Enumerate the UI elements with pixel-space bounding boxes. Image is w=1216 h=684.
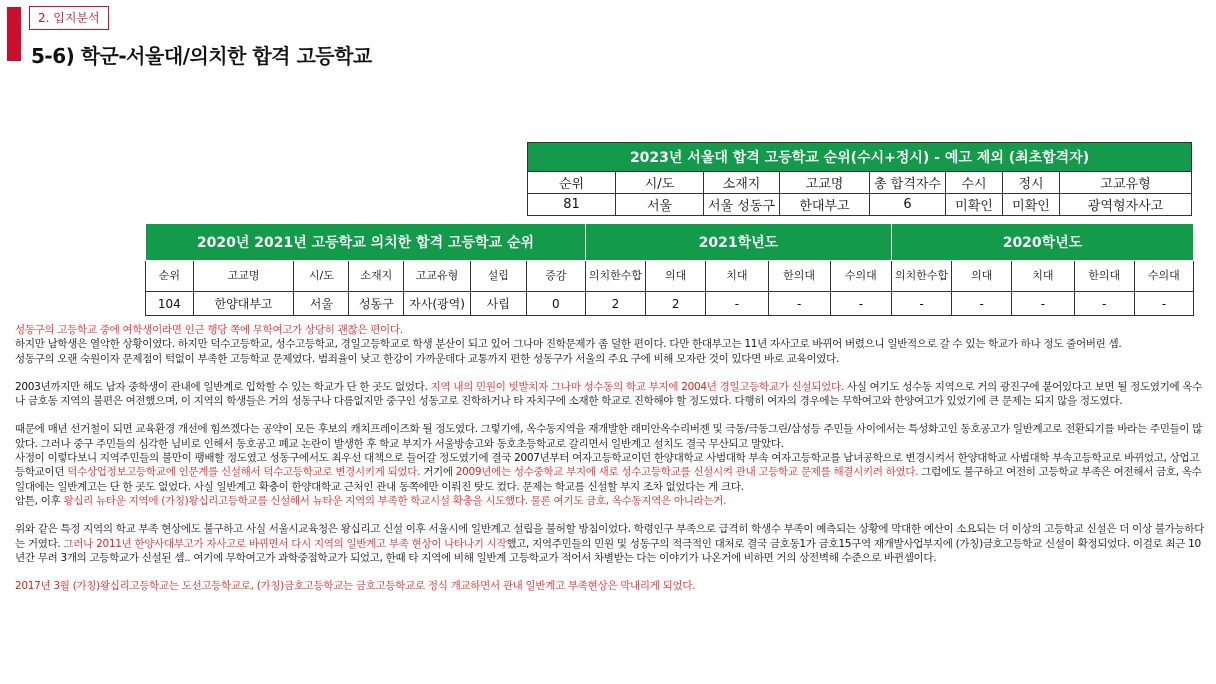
col-header: 고교유형 <box>1060 172 1192 194</box>
col-header: 고교유형 <box>404 261 470 292</box>
cell: 서울 <box>616 194 704 216</box>
col-header: 설립 <box>470 261 526 292</box>
col-header: 한의대 <box>768 261 830 292</box>
col-header: 수시 <box>946 172 1003 194</box>
cell: - <box>1134 292 1193 316</box>
text: 했고, 지역주민들의 민원 및 성동구의 적극적인 대처로 결국 금호동1가 금호15구역 재개발사업부지에 (가칭)금호고등학교 신설이 확정되었다. 이걸로 최근 10년간 무려 3개의 고등학교가 신설된 셈.. 여기에 무학여고가 과학중점학교가 되었고, 한때 타 지역에 비해 일반계 고등학교가 적어서 차별받는 다는 이야기가 나온거에 비하면 거의 상전벽해 수준으로 바뀐셈이다. <box>15 537 1201 564</box>
col-header: 의치한수합 <box>891 261 951 292</box>
highlight-text: 성동구의 고등학교 중에 여학생이라면 인근 행당 쪽에 무학여고가 상당히 괜찮은 편이다. <box>15 324 403 336</box>
col-header: 의대 <box>646 261 706 292</box>
text: 암튼, 이후 <box>15 494 64 507</box>
col-header: 수의대 <box>830 261 891 292</box>
cell: - <box>891 292 951 316</box>
highlight-text: 덕수상업정보고등학교에 인문계를 신설해서 덕수고등학교로 변경시키게 되었다. <box>67 466 421 479</box>
cell: 2 <box>646 292 706 316</box>
cell: 0 <box>526 292 585 316</box>
text: 성동구의 오랜 숙원이자 문제점이 턱없이 부족한 고등학교 문제였다. 범죄율이 낮고 한강이 가까운데다 교통까지 편한 성동구가 서울의 주요 구에 비해 모자란 것이 있다면 바로 교육이였다. <box>15 352 840 365</box>
cell: - <box>952 292 1012 316</box>
cell: 사립 <box>470 292 526 316</box>
highlight-text: 2017년 3월 (가칭)왕십리고등학교는 도선고등학교로, (가칭)금호고등학교는 금호고등학교로 정식 개교하면서 관내 일반계고 부족현상은 막내리게 되었다. <box>15 580 696 593</box>
cell: - <box>830 292 891 316</box>
snu-table-title: 2023년 서울대 합격 고등학교 순위(수시+정시) - 예고 제외 (최초합격자) <box>528 143 1192 172</box>
cell: 자사(광역) <box>404 292 470 316</box>
medical-admission-table <box>145 223 1194 316</box>
text: 2003년까지만 해도 남자 중학생이 관내에 일반계로 입학할 수 있는 학교가 단 한 곳도 없었다. <box>15 380 431 393</box>
cell: 광역형자사고 <box>1060 194 1192 216</box>
table-row <box>146 292 1194 316</box>
cell: 2 <box>585 292 645 316</box>
col-header: 한의대 <box>1074 261 1134 292</box>
year-2020-header: 2020학년도 <box>891 224 1193 261</box>
paragraph <box>15 380 1205 409</box>
page-title: 5-6) 학군-서울대/의치한 합격 고등학교 <box>31 44 372 68</box>
text: 거기에 <box>420 466 456 479</box>
text: 때문에 매년 선거철이 되면 교육환경 개선에 힘쓰겠다는 공약이 모든 후보의 캐치프레이즈화 될 정도였다. 그렇기에, 옥수동지역을 재개발한 래미안옥수리버젠 및 극동/극동그린/삼성등 주민들 사이에서는 특성화고인 동호공고가 일반계고로 전환되기를 바라는 주민들이 많았다. 그러나 중구 주민들의 심각한 님비로 인해서 동호공고 폐교 논란이 발생한 후 학교 부지가 서울방송고와 동호초등학교로 갈리면서 일반계고 설치도 결국 무산되고 말았다. <box>15 423 1203 450</box>
cell: 6 <box>870 194 946 216</box>
highlight-text: 지역 내의 민원이 빗발치자 그나마 성수동의 학교 부지에 2004년 경일고등학교가 신설되었다. <box>430 380 844 393</box>
col-header: 의치한수합 <box>585 261 645 292</box>
cell: 서울 <box>294 292 349 316</box>
table-row <box>528 194 1192 216</box>
cell: - <box>768 292 830 316</box>
cell: 한대부고 <box>780 194 870 216</box>
cell: 81 <box>528 194 616 216</box>
section-tag: 2. 입지분석 <box>29 6 109 30</box>
cell: - <box>1074 292 1134 316</box>
col-header: 고교명 <box>780 172 870 194</box>
text: 그럼에도 불구하고 여전히 고등학교 부족은 여전해서 금호, 옥수 일대에는 일반계고는 단 한 곳도 없었다. 사실 일반계고 확충이 한양대학교 근처인 관내 동쪽에만 이뤄진 탓도 컸다. 문제는 학교를 신설할 부지 조차 없었다는 게 크다. <box>15 466 1202 493</box>
col-header: 의대 <box>952 261 1012 292</box>
col-header: 수의대 <box>1134 261 1193 292</box>
text: 위와 같은 특정 지역의 학교 부족 현상에도 불구하고 사실 서울시교육청은 왕십리고 신설 이후 서울시에 일반계고 설립을 불허할 방침이었다. 학령인구 부족으로 급격히 학생수 부족이 예측되는 상황에 막대한 예산이 소요되는 더 이상의 고등학교 신설은 더 이상 불가능하다는 거였다. <box>15 523 1205 550</box>
section-accent-bar <box>7 7 21 61</box>
col-header: 고교명 <box>193 261 294 292</box>
med-table-title: 2020년 2021년 고등학교 의치한 합격 고등학교 순위 <box>146 224 586 261</box>
col-header: 치대 <box>706 261 768 292</box>
col-header: 시/도 <box>616 172 704 194</box>
col-header: 증감 <box>526 261 585 292</box>
cell: - <box>1012 292 1074 316</box>
cell: 한양대부고 <box>193 292 294 316</box>
cell: 104 <box>146 292 194 316</box>
highlight-text: 왕십리 뉴타운 지역에 (가칭)왕십리고등학교를 신설해서 뉴타운 지역의 부족한 학교시설 확충을 시도했다. 물론 여기도 금호, 옥수동지역은 아니라는거. <box>63 494 727 507</box>
cell: 서울 성동구 <box>704 194 780 216</box>
text: 사실 여기도 성수동 지역으로 거의 광진구에 붙어있다고 보면 될 정도였기에 옥수나 금호동 지역의 불편은 여전했으며, 이 지역의 학생들은 거의 성동구나 다름없지만 중구인 성동고로 진학하거나 타 자치구에 소재한 학교로 진학해야 할 정도였다. 다행히 여자의 경우에는 무학여고와 한양여고가 있었기에 큰 문제는 되지 않을 정도였다. <box>15 380 1203 408</box>
paragraph <box>15 323 1205 366</box>
year-2021-header: 2021학년도 <box>585 224 891 261</box>
text: 하지만 남학생은 열악한 상황이였다. 하지만 덕수고등학교, 성수고등학교, 경일고등학교로 학생 분산이 되고 있어 그나마 진학문제가 좀 덜한 편이다. 다만 한대부고는 11년 자사고로 바뀌어 버렸으니 일반적으로 갈 수 있는 학교가 하나 정도 줄어버린 셈. <box>15 338 1122 351</box>
col-header: 총 합격자수 <box>870 172 946 194</box>
cell: 미확인 <box>946 194 1003 216</box>
highlight-text: 그러나 2011년 한양사대부고가 자사고로 바뀌면서 다시 지역의 일반계고 부족 현상이 나타나기 시작 <box>63 537 507 550</box>
col-header: 순위 <box>146 261 194 292</box>
col-header: 순위 <box>528 172 616 194</box>
text: 사정이 이렇다보니 지역주민들의 불만이 팽배할 정도였고 성동구에서도 최우선 대책으로 들어갈 정도였기에 결국 2007년부터 여자고등학교이던 한양대학교 사범대학 부속 여자고등학교를 남녀공학으로 변경시켜서 한양대학교 사범대학 부속고등학교로 바뀌었고, 상업고등학교이던 <box>15 452 1200 479</box>
cell: 성동구 <box>349 292 404 316</box>
highlight-text: 2009년에는 성수중학교 부지에 새로 성수고등학교를 신설시켜 관내 고등학교 문제를 해결시키려 하였다. <box>455 466 919 479</box>
col-header: 치대 <box>1012 261 1074 292</box>
snu-admission-table <box>527 142 1192 216</box>
paragraph <box>15 522 1205 565</box>
col-header: 소재지 <box>349 261 404 292</box>
col-header: 정시 <box>1003 172 1060 194</box>
col-header: 시/도 <box>294 261 349 292</box>
cell: - <box>706 292 768 316</box>
paragraph <box>15 579 1205 593</box>
col-header: 소재지 <box>704 172 780 194</box>
article-body <box>15 323 1205 607</box>
cell: 미확인 <box>1003 194 1060 216</box>
paragraph <box>15 422 1205 508</box>
